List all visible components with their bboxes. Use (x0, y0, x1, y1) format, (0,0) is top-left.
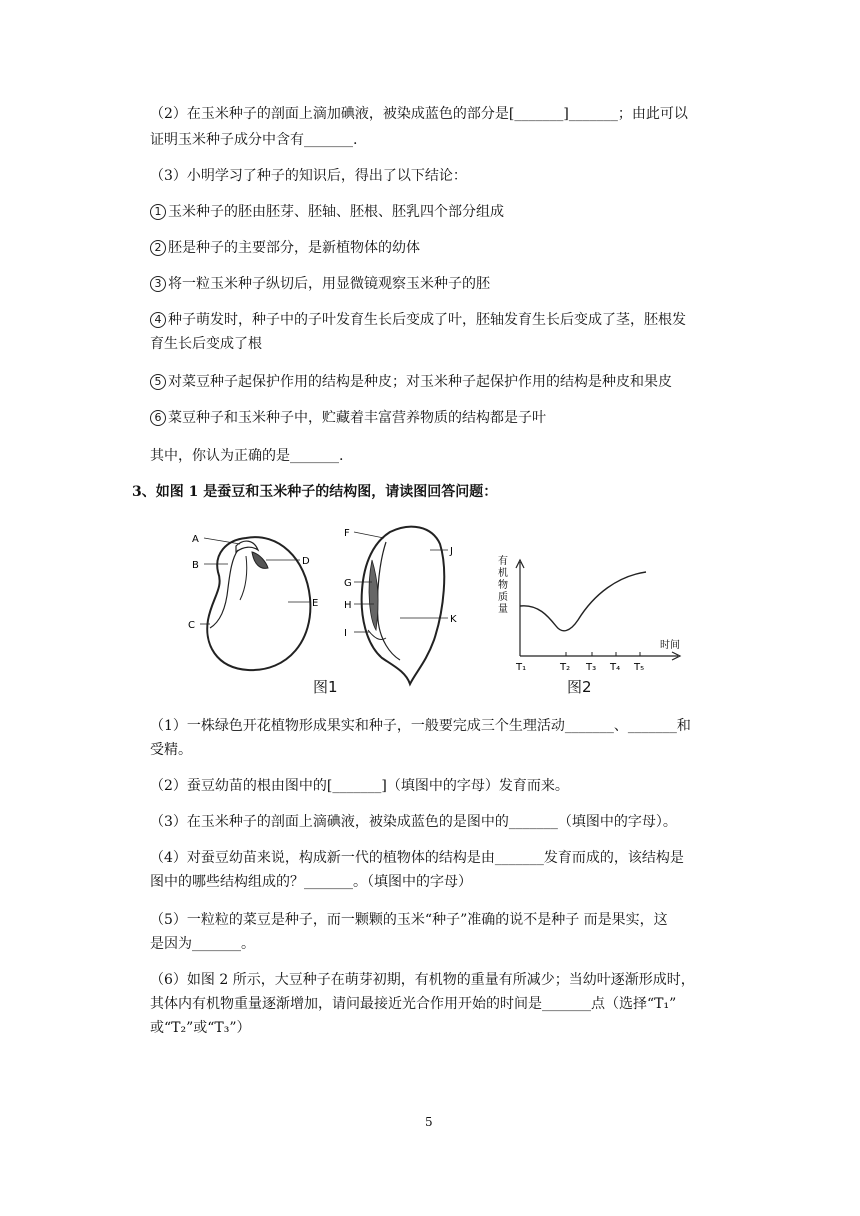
q3-sub3: （3）在玉米种子的剖面上滴碘液，被染成蓝色的是图中的_______（填图中的字母）。 (150, 814, 677, 830)
fig1-letter-f: F (344, 528, 350, 539)
q3-sub4-line1: （4）对蚕豆幼苗来说，构成新一代的植物体的结构是由_______发育而成的，该结构是 (150, 850, 684, 866)
q3-sub4-line2: 图中的哪些结构组成的？_______。（填图中的字母） (150, 874, 472, 890)
statement-6 (150, 408, 546, 428)
statement-2 (150, 238, 420, 258)
fig1-letter-e: E (312, 598, 319, 609)
statement-text: 种子萌发时，种子中的子叶发育生长后变成了叶，胚轴发育生长后变成了茎，胚根发 (168, 312, 686, 328)
fig2-tick-t3: T₃ (586, 662, 597, 673)
fig2-ylabel-2: 机 (498, 568, 508, 579)
fig1-letter-i: I (344, 628, 347, 639)
statement-5 (150, 372, 672, 392)
fig1-letter-j: J (450, 546, 453, 557)
q3-sub6-line2: 其体内有机物重量逐渐增加，请问最接近光合作用开始的时间是_______点（选择“T₁” (150, 996, 677, 1012)
statement-text: 玉米种子的胚由胚芽、胚轴、胚根、胚乳四个部分组成 (168, 204, 504, 220)
fig2-ylabel-4: 质 (498, 592, 508, 603)
organic-matter-graph (498, 548, 698, 678)
figure-1-caption: 图1 (313, 678, 338, 696)
fig1-letter-b: B (192, 560, 199, 571)
fig2-ylabel-5: 量 (498, 604, 508, 615)
q2-part2-line1: （2）在玉米种子的剖面上滴加碘液，被染成蓝色的部分是[_______]_______；由此可以 (150, 106, 688, 122)
circle-number-5: 5 (150, 374, 166, 390)
q3-sub6-line3: 或“T₂”或“T₃”） (150, 1020, 251, 1036)
q3-sub5-line1: （5）一粒粒的菜豆是种子，而一颗颗的玉米“种子”准确的说不是种子 而是果实，这 (150, 912, 668, 928)
fig1-letter-k: K (450, 614, 457, 625)
statement-text: 胚是种子的主要部分，是新植物体的幼体 (168, 240, 420, 256)
statement-text: 将一粒玉米种子纵切后，用显微镜观察玉米种子的胚 (168, 276, 490, 292)
statement-text: 对菜豆种子起保护作用的结构是种皮；对玉米种子起保护作用的结构是种皮和果皮 (168, 374, 672, 390)
circle-number-1: 1 (150, 204, 166, 220)
page-number: 5 (425, 1115, 433, 1129)
circle-number-2: 2 (150, 240, 166, 256)
circle-number-6: 6 (150, 410, 166, 426)
q2-part3-intro: （3）小明学习了种子的知识后，得出了以下结论： (150, 168, 467, 184)
statement-4 (150, 310, 686, 330)
broad-bean-seed-diagram (188, 528, 328, 678)
fig2-ylabel-3: 物 (498, 580, 508, 591)
circle-number-4: 4 (150, 312, 166, 328)
fig1-letter-c: C (188, 620, 195, 631)
fig2-tick-t5: T₅ (634, 662, 645, 673)
fig2-tick-t1: T₁ (516, 662, 527, 673)
q2-part2-line2: 证明玉米种子成分中含有_______. (150, 132, 358, 148)
statement-text: 菜豆种子和玉米种子中，贮藏着丰富营养物质的结构都是子叶 (168, 410, 546, 426)
fig1-letter-h: H (344, 600, 352, 611)
q3-sub1-line2: 受精。 (150, 742, 192, 758)
corn-seed-diagram (340, 520, 470, 690)
q3-sub6-line1: （6）如图 2 所示，大豆种子在萌芽初期，有机物的重量有所减少；当幼叶逐渐形成时， (150, 972, 695, 988)
fig2-xlabel: 时间 (660, 640, 680, 651)
fig2-tick-t2: T₂ (560, 662, 571, 673)
circle-number-3: 3 (150, 276, 166, 292)
fig1-letter-d: D (302, 556, 310, 567)
fig2-ylabel-1: 有 (498, 556, 508, 567)
q3-sub2: （2）蚕豆幼苗的根由图中的[_______]（填图中的字母）发育而来。 (150, 778, 569, 794)
fig2-tick-t4: T₄ (610, 662, 621, 673)
q3-title: 3、如图 1 是蚕豆和玉米种子的结构图，请读图回答问题： (132, 484, 498, 500)
statement-1 (150, 202, 504, 222)
q3-sub5-line2: 是因为_______。 (150, 936, 255, 952)
statement-3 (150, 274, 490, 294)
q3-sub1-line1: （1）一株绿色开花植物形成果实和种子，一般要完成三个生理活动_______、_______和 (150, 718, 691, 734)
figure-2-caption: 图2 (567, 678, 592, 696)
q2-conclusion: 其中，你认为正确的是_______. (150, 448, 344, 464)
fig1-letter-a: A (192, 534, 199, 545)
fig1-letter-g: G (344, 578, 352, 589)
statement-4-cont: 育生长后变成了根 (150, 336, 262, 352)
